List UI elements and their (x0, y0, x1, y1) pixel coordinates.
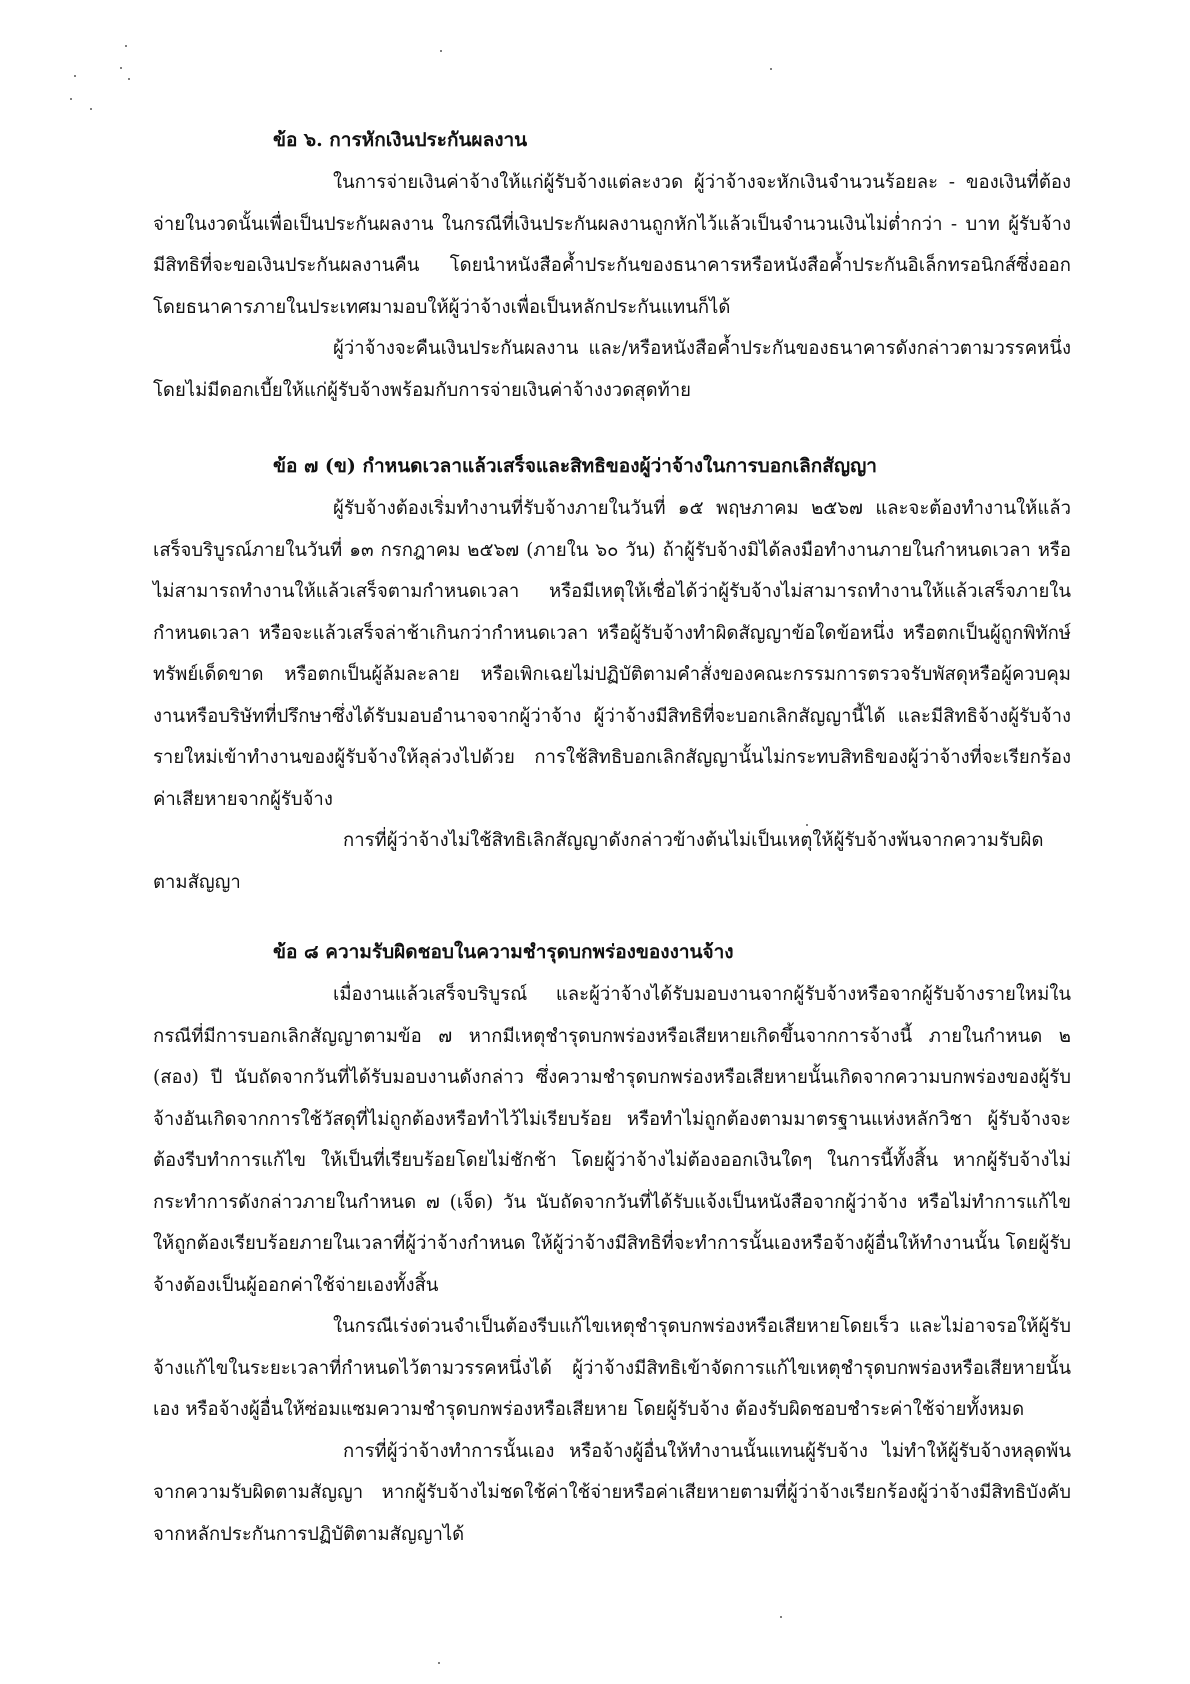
scan-speck (70, 98, 72, 100)
clause-8-paragraph-2: ในกรณีเร่งด่วนจำเป็นต้องรีบแก้ไขเหตุชำรุดบกพร่องหรือเสียหายโดยเร็ว และไม่อาจรอให้ผู้รับจ้างแก้ไขในระยะเวลาที่กำหนดไว้ตามวรรคหนึ่งได้ ผู้ว่าจ้างมีสิทธิเข้าจัดการแก้ไขเหตุชำรุดบกพร่องหรือเสียหายนั้นเอง หรือจ้างผู้อื่นให้ซ่อมแซมความชำรุดบกพร่องหรือเสียหาย โดยผู้รับจ้าง ต้องรับผิดชอบชำระค่าใช้จ่ายทั้งหมด (153, 1316, 1071, 1420)
clause-7-section (153, 452, 1071, 903)
scan-speck (128, 78, 130, 80)
clause-8-paragraph-1: เมื่องานแล้วเสร็จบริบูรณ์ และผู้ว่าจ้างได้รับมอบงานจากผู้รับจ้างหรือจากผู้รับจ้างรายใหม่ในกรณีที่มีการบอกเลิกสัญญาตามข้อ ๗ หากมีเหตุชำรุดบกพร่องหรือเสียหายเกิดขึ้นจากการจ้างนี้ ภายในกำหนด ๒ (สอง) ปี นับถัดจากวันที่ได้รับมอบงานดังกล่าว ซึ่งความชำรุดบกพร่องหรือเสียหายนั้นเกิดจากความบกพร่องของผู้รับจ้างอันเกิดจากการใช้วัสดุที่ไม่ถูกต้องหรือทำไว้ไม่เรียบร้อย หรือทำไม่ถูกต้องตามมาตรฐานแห่งหลักวิชา ผู้รับจ้างจะต้องรีบทำการแก้ไข ให้เป็นที่เรียบร้อยโดยไม่ชักช้า โดยผู้ว่าจ้างไม่ต้องออกเงินใดๆ ในการนี้ทั้งสิ้น หากผู้รับจ้างไม่กระทำการดังกล่าวภายในกำหนด ๗ (เจ็ด) วัน นับถัดจากวันที่ได้รับแจ้งเป็นหนังสือจากผู้ว่าจ้าง หรือไม่ทำการแก้ไขให้ถูกต้องเรียบร้อยภายในเวลาที่ผู้ว่าจ้างกำหนด ให้ผู้ว่าจ้างมีสิทธิที่จะทำการนั้นเองหรือจ้างผู้อื่นให้ทำงานนั้น โดยผู้รับจ้างต้องเป็นผู้ออกค่าใช้จ่ายเองทั้งสิ้น (153, 984, 1071, 1296)
clause-7-paragraph-1: ผู้รับจ้างต้องเริ่มทำงานที่รับจ้างภายในวันที่ ๑๕ พฤษภาคม ๒๕๖๗ และจะต้องทำงานให้แล้วเสร็จบริบูรณ์ภายในวันที่ ๑๓ กรกฎาคม ๒๕๖๗ (ภายใน ๖๐ วัน) ถ้าผู้รับจ้างมิได้ลงมือทำงานภายในกำหนดเวลา หรือไม่สามารถทำงานให้แล้วเสร็จตามกำหนดเวลา หรือมีเหตุให้เชื่อได้ว่าผู้รับจ้างไม่สามารถทำงานให้แล้วเสร็จภายในกำหนดเวลา หรือจะแล้วเสร็จล่าช้าเกินกว่ากำหนดเวลา หรือผู้รับจ้างทำผิดสัญญาข้อใดข้อหนึ่ง หรือตกเป็นผู้ถูกพิทักษ์ทรัพย์เด็ดขาด หรือตกเป็นผู้ล้มละลาย หรือเพิกเฉยไม่ปฏิบัติตามคำสั่งของคณะกรรมการตรวจรับพัสดุหรือผู้ควบคุมงานหรือบริษัทที่ปรึกษาซึ่งได้รับมอบอำนาจจากผู้ว่าจ้าง ผู้ว่าจ้างมีสิทธิที่จะบอกเลิกสัญญานี้ได้ และมีสิทธิจ้างผู้รับจ้างรายใหม่เข้าทำงานของผู้รับจ้างให้ลุล่วงไปด้วย การใช้สิทธิบอกเลิกสัญญานั้นไม่กระทบสิทธิของผู้ว่าจ้างที่จะเรียกร้องค่าเสียหายจากผู้รับจ้าง (153, 498, 1071, 810)
clause-6-paragraph-1: ในการจ่ายเงินค่าจ้างให้แก่ผู้รับจ้างแต่ละงวด ผู้ว่าจ้างจะหักเงินจำนวนร้อยละ - ของเงินที่ต้องจ่ายในงวดนั้นเพื่อเป็นประกันผลงาน ในกรณีที่เงินประกันผลงานถูกหักไว้แล้วเป็นจำนวนเงินไม่ต่ำกว่า - บาท ผู้รับจ้างมีสิทธิที่จะขอเงินประกันผลงานคืน โดยนำหนังสือค้ำประกันของธนาคารหรือหนังสือค้ำประกันอิเล็กทรอนิกส์ซึ่งออกโดยธนาคารภายในประเทศมามอบให้ผู้ว่าจ้างเพื่อเป็นหลักประกันแทนก็ได้ (153, 172, 1071, 318)
clause-6-section (153, 126, 1071, 411)
scan-speck (125, 45, 127, 47)
scan-speck (440, 50, 442, 52)
scan-speck (90, 108, 92, 110)
clause-6-paragraph-2: ผู้ว่าจ้างจะคืนเงินประกันผลงาน และ/หรือหนังสือค้ำประกันของธนาคารดังกล่าวตามวรรคหนึ่งโดยไม่มีดอกเบี้ยให้แก่ผู้รับจ้างพร้อมกับการจ่ายเงินค่าจ้างงวดสุดท้าย (153, 338, 1071, 401)
scan-speck (438, 1662, 440, 1664)
clause-7-heading: ข้อ ๗ (ข) กำหนดเวลาแล้วเสร็จและสิทธิของผู้ว่าจ้างในการบอกเลิกสัญญา (273, 455, 877, 477)
clause-7-paragraph-2: การที่ผู้ว่าจ้างไม่ใช้สิทธิเลิกสัญญาดังกล่าวข้างต้นไม่เป็นเหตุให้ผู้รับจ้างพ้นจากความรับผิดตามสัญญา (153, 830, 1044, 893)
scan-speck (74, 75, 76, 77)
scan-speck (120, 67, 122, 69)
scan-speck (780, 1616, 782, 1618)
clause-8-section (153, 938, 1071, 1555)
clause-6-heading: ข้อ ๖. การหักเงินประกันผลงาน (273, 129, 528, 151)
clause-8-heading: ข้อ ๘ ความรับผิดชอบในความชำรุดบกพร่องของงานจ้าง (273, 941, 734, 963)
scan-speck (770, 68, 772, 70)
clause-8-paragraph-3: การที่ผู้ว่าจ้างทำการนั้นเอง หรือจ้างผู้อื่นให้ทำงานนั้นแทนผู้รับจ้าง ไม่ทำให้ผู้รับจ้างหลุดพ้นจากความรับผิดตามสัญญา หากผู้รับจ้างไม่ชดใช้ค่าใช้จ่ายหรือค่าเสียหายตามที่ผู้ว่าจ้างเรียกร้องผู้ว่าจ้างมีสิทธิบังคับจากหลักประกันการปฏิบัติตามสัญญาได้ (153, 1440, 1071, 1545)
